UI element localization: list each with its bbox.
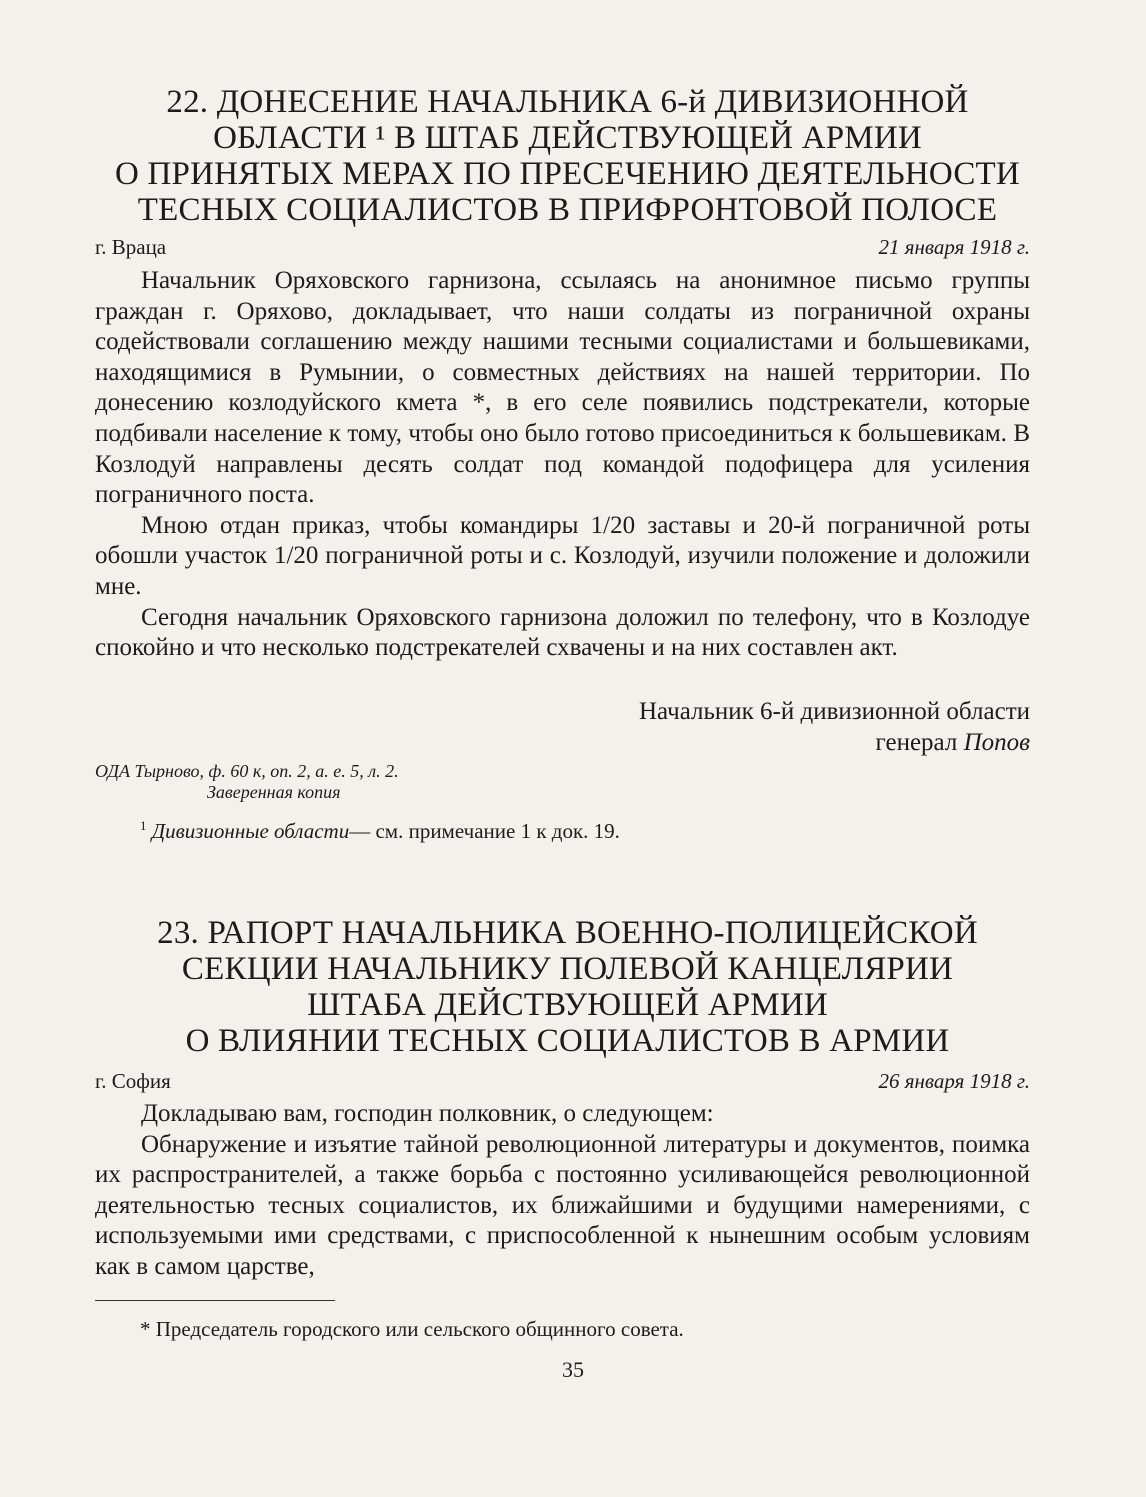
doc23-place: г. София bbox=[95, 1069, 171, 1093]
copy-note: Заверенная копия bbox=[207, 782, 341, 802]
doc23-title-line: О ВЛИЯНИИ ТЕСНЫХ СОЦИАЛИСТОВ В АРМИИ bbox=[185, 1023, 950, 1059]
doc22-place: г. Враца bbox=[95, 235, 167, 259]
doc22-title-line: ОБЛАСТИ ¹ В ШТАБ ДЕЙСТВУЮЩЕЙ АРМИИ bbox=[213, 120, 922, 156]
doc23-paragraph: Докладываю вам, господин полковник, о следующем: bbox=[141, 1100, 714, 1127]
doc22-body bbox=[95, 266, 1030, 664]
footnote-star: * Председатель городского или сельского общинного совета. bbox=[140, 1317, 684, 1341]
doc23-title-line: СЕКЦИИ НАЧАЛЬНИКУ ПОЛЕВОЙ КАНЦЕЛЯРИИ bbox=[181, 951, 954, 987]
doc22-title-line: 22. ДОНЕСЕНИЕ НАЧАЛЬНИКА 6-й ДИВИЗИОННОЙ bbox=[166, 84, 969, 120]
doc22-paragraph: Сегодня начальник Оряховского гарнизона доложил по телефону, что в Козлодуе спокойно и что несколько подстрекателей схвачены и на них составлен акт. bbox=[95, 603, 1030, 662]
doc22-date: 21 января 1918 г. bbox=[878, 235, 1030, 259]
doc23-title-line: 23. РАПОРТ НАЧАЛЬНИКА ВОЕННО-ПОЛИЦЕЙСКОЙ bbox=[157, 915, 978, 951]
archive-reference: ОДА Тырново, ф. 60 к, оп. 2, а. е. 5, л. 2. bbox=[95, 761, 399, 781]
footnote-term: Дивизионные области bbox=[151, 819, 350, 843]
doc23-title bbox=[95, 915, 1040, 1059]
doc22-signature bbox=[639, 696, 1030, 758]
doc23-place-date bbox=[95, 1066, 1030, 1096]
doc23-paragraph: Обнаружение и изъятие тайной революционной литературы и документов, поимка их распространителей, а также борьба с постоянно усиливающейся революционной деятельностью тесных социалистов, их ближайшими и будущими намерениями, с используемыми ими средствами, с приспособленной к нынешним особым условиям как в самом царстве, bbox=[95, 1130, 1030, 1280]
page-number: 35 bbox=[562, 1357, 584, 1382]
signature-rank: генерал bbox=[875, 729, 958, 756]
doc22-place-date bbox=[95, 232, 1030, 262]
doc23-title-line: ШТАБА ДЕЙСТВУЮЩЕЙ АРМИИ bbox=[307, 987, 828, 1023]
doc22-title-line: ТЕСНЫХ СОЦИАЛИСТОВ В ПРИФРОНТОВОЙ ПОЛОСЕ bbox=[137, 192, 998, 228]
doc23-body bbox=[95, 1099, 1030, 1283]
doc22-paragraph: Мною отдан приказ, чтобы командиры 1/20 заставы и 20-й пограничной роты обошли участок 1/20 пограничной роты и с. Козлодуй, изучили положение и доложили мне. bbox=[95, 511, 1030, 600]
footnote-divider bbox=[95, 1300, 335, 1301]
doc22-title bbox=[95, 84, 1040, 228]
doc22-title-line: О ПРИНЯТЫХ МЕРАХ ПО ПРЕСЕЧЕНИЮ ДЕЯТЕЛЬНОСТИ bbox=[115, 156, 1020, 192]
doc22-footnote bbox=[140, 813, 620, 844]
signature-name: Попов bbox=[963, 729, 1030, 756]
footnote-text: — см. примечание 1 к док. 19. bbox=[349, 819, 620, 843]
footnote-mark: 1 bbox=[140, 818, 147, 833]
doc22-paragraph: Начальник Оряховского гарнизона, ссылаясь на анонимное письмо группы граждан г. Оряхово, докладывает, что наши солдаты из пограничной охраны содействовали соглашению между нашими тесными социалистами и большевиками, находящимися в Румынии, о совместных действиях на нашей территории. По донесению козлодуйского кмета *, в его селе появились подстрекатели, которые подбивали население к тому, чтобы оно было готово присоединиться к большевикам. В Козлодуй направлены десять солдат под командой подофицера для усиления пограничного поста. bbox=[95, 267, 1030, 509]
signature-title: Начальник 6-й дивизионной области bbox=[638, 698, 1030, 725]
doc23-date: 26 января 1918 г. bbox=[878, 1069, 1030, 1093]
